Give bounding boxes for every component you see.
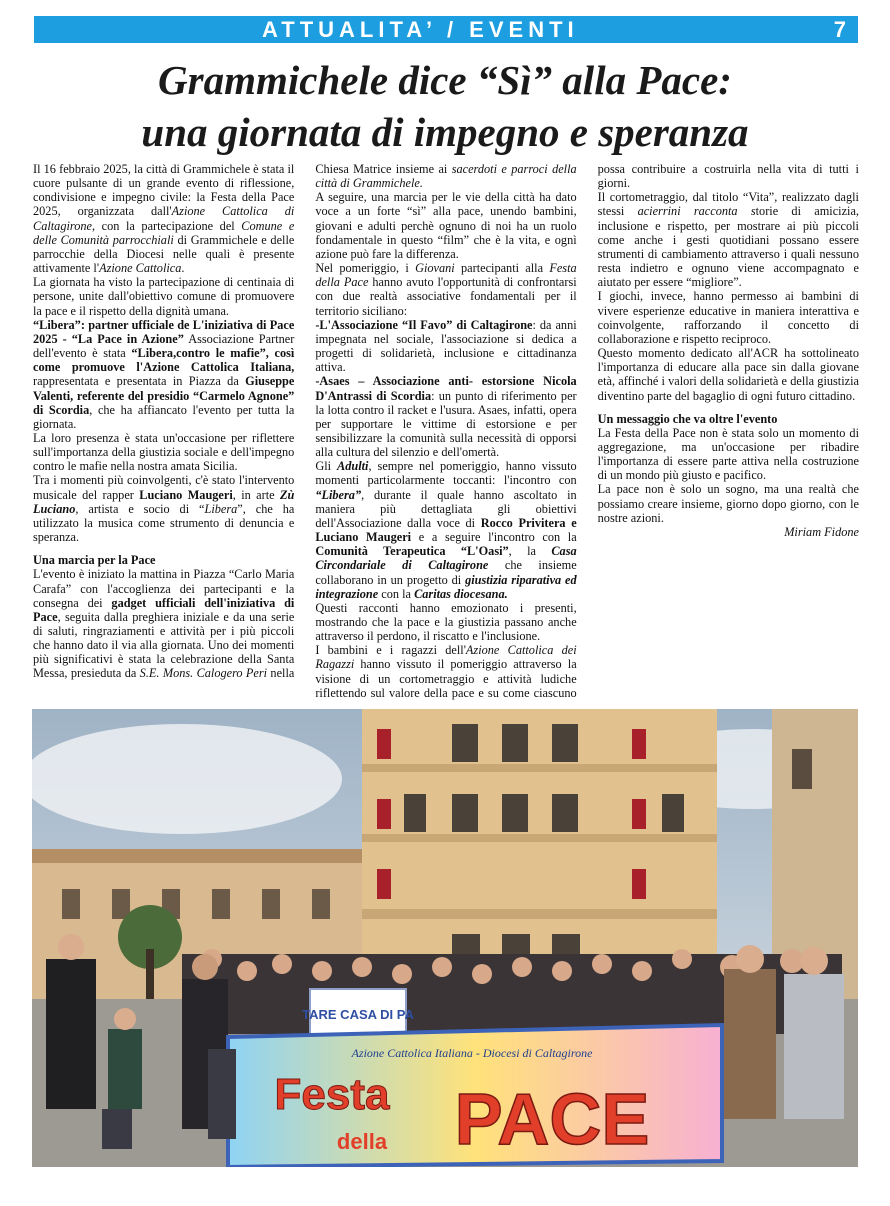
subheading-messaggio: Un messaggio che va oltre l'evento: [597, 411, 778, 426]
subheading-marcia: Una marcia per la Pace: [33, 553, 156, 568]
article-headline: [30, 54, 860, 158]
headline-line-1: Grammichele dice “Sì” alla Pace:: [158, 57, 732, 103]
paragraph: Questi racconti hanno emozionato i presenti, mostrando che la pace e la giustizia passano anche attraverso il perdono, il riscatto e l'inclusione.: [315, 600, 577, 644]
paragraph: La loro presenza è stata un'occasione per riflettere sull'importanza della giustizia sociale e dell'impegno contro le mafie nella nostra amata Sicilia.: [33, 430, 295, 474]
paragraph: Il 16 febbraio 2025, la città di Grammichele è stata il cuore pulsante di un grande evento di riflessione, condivisione e impegno civile: la Festa della Pace 2025, organizzata dall'Azione Cattolica di Caltagirone, con la partecipazione del Comune e delle Comunità parrocchiali di Grammichele e delle parrocchie della Diocesi nelle quali è presente attivamente l'Azione Cattolica.: [33, 162, 295, 276]
photo-illustration: [32, 709, 858, 1167]
article-body: [33, 162, 859, 700]
paragraph: I giochi, invece, hanno permesso ai bambini di vivere esperienze educative in maniera interattiva e coinvolgente, rafforzando il concetto di collaborazione e rispetto reciproco.: [597, 289, 859, 346]
paragraph: La pace non è solo un sogno, ma una realtà che possiamo creare insieme, giorno dopo giorno, con le nostre azioni.: [597, 482, 859, 525]
banner-small-text: Azione Cattolica Italiana - Diocesi di Caltagirone: [351, 1046, 593, 1060]
paragraph: La Festa della Pace non è stata solo un momento di aggregazione, ma un'occasione per ribadire l'importanza di essere parte attiva nella costruzione di un mondo più giusto e pacifico.: [597, 425, 859, 483]
event-photo: [32, 709, 858, 1167]
banner-word-festa: Festa: [274, 1070, 390, 1119]
paragraph: Nel pomeriggio, i Giovani partecipanti alla Festa della Pace hanno avuto l'opportunità di confrontarsi con due realtà associative fondamentali per il territorio siciliano:: [315, 261, 577, 318]
paragraph: Tra i momenti più coinvolgenti, c'è stato l'intervento musicale del rapper Luciano Maugeri, in arte Zù Luciano, artista e socio di “Libera”, che ha utilizzato la musica come strumento di denuncia e speranza.: [33, 473, 295, 545]
paragraph: L'evento è iniziato la mattina in Piazza “Carlo Maria Carafa” con l'accoglienza dei partecipanti e la consegna dei gadget ufficiali dell'iniziativa di Pace, seguita dalla preghiera iniziale e da una serie di saluti, ringraziamenti e attività per i più piccoli che hanno dato il via alla giornata. Uno dei momenti più significativi è stata la celebrazione della Santa Messa, presieduta da S.E. Mons. Calogero Peri nella Chiesa Matrice insieme ai sacerdoti e parroci della città di Grammichele.: [33, 162, 577, 681]
paragraph: A seguire, una marcia per le vie della città ha dato voce a un forte “sì” alla pace, unendo bambini, giovani e adulti perchè ognuno di noi ha un ruolo fondamentale in questo “film” che è la vita, e ognì azione può fare la differenza.: [315, 190, 577, 261]
paragraph: I bambini e i ragazzi dell'Azione Cattolica dei Ragazzi hanno vissuto il pomeriggio attraverso la visione di un cortometraggio e attività ludiche riflettendo sul valore della pace e su come ciascuno possa contribuire a costruirla nella vita di tutti i giorni.: [315, 162, 859, 700]
paragraph: -L'Associazione “Il Favo” di Caltagirone: da anni impegnata nel sociale, l'associazione si dedica a progetti di solidarietà, inclusione e cittadinanza attiva.: [315, 317, 577, 375]
section-label: ATTUALITA’ / EVENTI: [262, 17, 579, 42]
paragraph: Il cortometraggio, dal titolo “Vita”, realizzato dagli stessi acierrini racconta storie di amicizia, inclusione e rispetto, per mostrare ai più piccoli come anche i gesti quotidiani possano essere strumenti di cambiamento attraverso i quali nessuno resta indietro e ognuno viene accompagnato e aiutato per essere “migliore”.: [597, 190, 859, 290]
paragraph: Gli Adulti, sempre nel pomeriggio, hanno vissuto momenti particolarmente toccanti: l'incontro con “Libera”, durante il quale hanno ascoltato in maniera più dettagliata gli obiettivi dell'Associazione dalla voce di Rocco Privitera e Luciano Maugeri e a seguire l'incontro con la Comunità Terapeutica “L'Oasi”, la Casa Circondariale di Caltagirone che insieme collaborano in un progetto di giustizia riparativa ed integrazione con la Caritas diocesana.: [315, 459, 577, 601]
banner-word-pace: PACE: [454, 1080, 650, 1160]
sign-text: TARE CASA DI PA: [302, 1007, 414, 1022]
banner-word-della: della: [336, 1129, 388, 1154]
paragraph: “Libera”: partner ufficiale de L'iniziativa di Pace 2025 - “La Pace in Azione” Associazione Partner dell'evento è stata “Libera,contro le mafie”, così come promuove l'Azione Cattolica Italiana, rappresentata e presentata in Piazza da Giuseppe Valenti, referente del presidio “Carmelo Agnone” di Scordia, che ha affiancato l'evento per tutta la giornata.: [33, 317, 295, 431]
paragraph: La giornata ha visto la partecipazione di centinaia di persone, unite dall'obiettivo comune di promuovere la pace e il rispetto della dignità umana.: [33, 275, 295, 318]
page-number: 7: [833, 17, 846, 42]
festa-della-pace-banner: [228, 1025, 722, 1167]
headline-line-2: una giornata di impegno e speranza: [141, 109, 749, 155]
paragraph: Questo momento dedicato all'ACR ha sottolineato l'importanza di educare alla pace sin dalla giovane età, affinché i valori della solidarietà e della giustizia diventino parte del bagaglio di ogni futuro cittadino.: [597, 346, 859, 403]
author-signature: Miriam Fidone: [784, 524, 859, 539]
paragraph: -Asaes – Associazione anti- estorsione Nicola D'Antrassi di Scordia: un punto di riferimento per la lotta contro il racket e l'usura. Asaes, infatti, opera per supportare le vittime di estorsione e per sensibilizzare la comunità sulla necessità di opporsi alla cultura del silenzio e dell'omertà.: [315, 374, 577, 460]
